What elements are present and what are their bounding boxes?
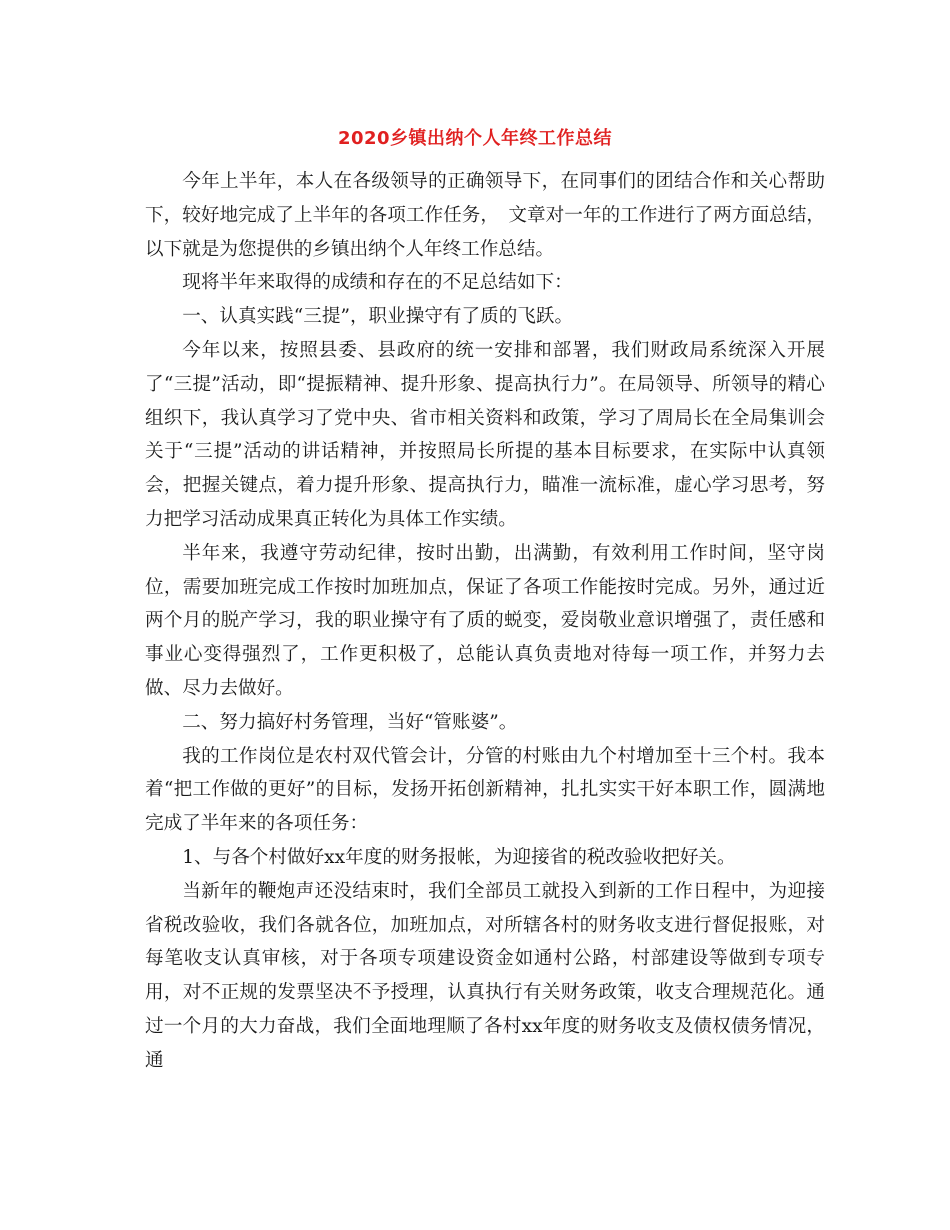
paragraph: 现将半年来取得的成绩和存在的不足总结如下： [182, 272, 573, 294]
paragraph: 今年以来，按照县委、县政府的统一安排和部署，我们财政局系统深入开展了“三提”活动，即“提振精神、提升形象、提高执行力”。在局领导、所领导的精心组织下，我认真学习了党中央、省市相关资料和政策，学习了周局长在全局集训会关于“三提”活动的讲话精神，并按照局长所提的基本目标要求，在实际中认真领会，把握关键点，着力提升形象、提高执行力，瞄准一流标准，虚心学习思考，努力把学习活动成果真正转化为具体工作实绩。 [145, 339, 825, 530]
paragraph: 我的工作岗位是农村双代管会计，分管的村账由九个村增加至十三个村。我本着“把工作做的更好”的目标，发扬开拓创新精神，扎扎实实干好本职工作，圆满地完成了半年来的各项任务： [145, 745, 825, 835]
document-body [145, 165, 825, 1078]
paragraph: 半年来，我遵守劳动纪律，按时出勤，出满勤，有效利用工作时间，坚守岗位，需要加班完成工作按时加班加点，保证了各项工作能按时完成。另外，通过近两个月的脱产学习，我的职业操守有了质的蜕变，爱岗敬业意识增强了，责任感和事业心变得强烈了，工作更积极了，总能认真负责地对待每一项工作，并努力去做、尽力去做好。 [145, 542, 825, 699]
paragraph: 当新年的鞭炮声还没结束时，我们全部员工就投入到新的工作日程中，为迎接省税改验收，我们各就各位，加班加点，对所辖各村的财务收支进行督促报账，对每笔收支认真审核，对于各项专项建设资金如通村公路，村部建设等做到专项专用，对不正规的发票坚决不予授理，认真执行有关财务政策，收支合理规范化。通过一个月的大力奋战，我们全面地理顺了各村xx年度的财务收支及债权债务情况，通 [145, 880, 825, 1071]
section-heading: 一、认真实践“三提”，职业操守有了质的飞跃。 [182, 306, 574, 328]
document-title: 2020乡镇出纳个人年终工作总结 [337, 128, 613, 149]
section-heading: 二、努力搞好村务管理，当好“管账婆”。 [182, 711, 518, 733]
list-item-heading: 1、与各个村做好xx年度的财务报帐，为迎接省的税改验收把好关。 [182, 846, 736, 868]
paragraph: 今年上半年，本人在各级领导的正确领导下，在同事们的团结合作和关心帮助下，较好地完成了上半年的各项工作任务， 文章对一年的工作进行了两方面总结，以下就是为您提供的乡镇出纳个人年终工作总结。 [145, 171, 825, 260]
